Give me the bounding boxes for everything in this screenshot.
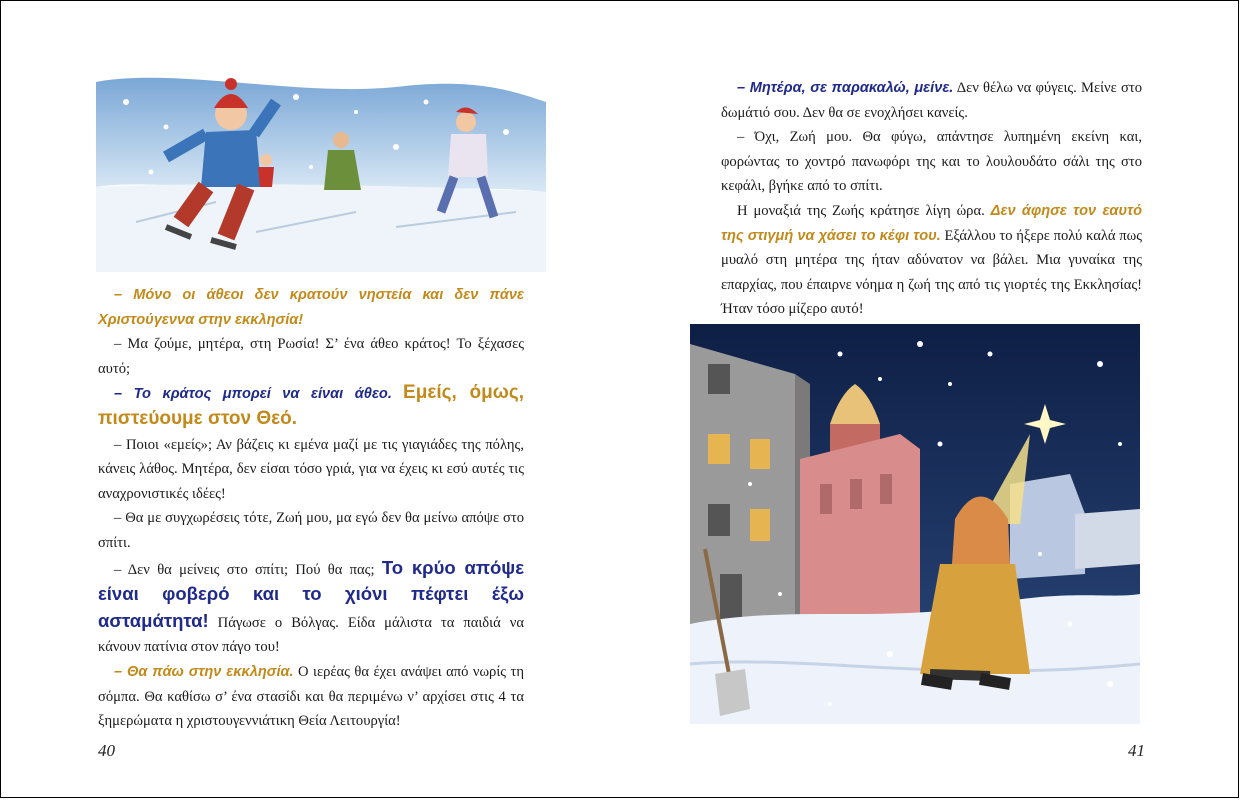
left-page-paragraph bbox=[98, 332, 524, 381]
right-page bbox=[620, 0, 1241, 800]
skating-illustration bbox=[96, 72, 546, 272]
left-page-paragraph bbox=[98, 433, 524, 507]
text-run: Πάγωσε ο Βόλγας. Είδα μάλιστα τα παιδιά να κάνουν πατίνια στον πάγο του! bbox=[98, 614, 524, 656]
text-run bbox=[392, 386, 403, 402]
left-page-paragraph bbox=[98, 283, 524, 332]
left-page-paragraph bbox=[98, 506, 524, 555]
emphasis-text: Δεν άφησε τον εαυτό της στιγμή να χάσει το κέφι του. bbox=[721, 202, 1142, 244]
text-run: Ο ιερέας θα έχει ανάψει από νωρίς τη σόμπα. Θα καθίσω σ’ ένα στασίδι και θα περιμένω ν’ αρχίσει στις 4 τα ξημερώματα η χριστουγεννιάτικη Θεία Λειτουργία! bbox=[98, 663, 524, 730]
right-page-paragraph bbox=[721, 125, 1142, 199]
emphasis-text: – Θα πάω στην εκκλησία. bbox=[114, 663, 294, 680]
text-run: Δεν θέλω να φύγεις. Μείνε στο δωμάτιό σου. Δεν θα σε ενοχλήσει κανείς. bbox=[721, 80, 1142, 121]
emphasis-text: Το κρύο απόψε είναι φοβερό και το χιόνι πέφτει έξω ασταμάτητα! bbox=[98, 556, 525, 631]
emphasis-text: – Μόνο οι άθεοι δεν κρατούν νηστεία και δεν πάνε Χριστούγεννα στην εκκλησία! bbox=[98, 287, 524, 328]
left-page-paragraph bbox=[98, 556, 524, 660]
left-page-paragraph bbox=[98, 381, 524, 432]
right-page-text bbox=[721, 76, 1142, 322]
text-run: – Μα ζούμε, μητέρα, στη Ρωσία! Σ’ ένα άθεο κράτος! Το ξέχασες αυτό; bbox=[98, 336, 524, 377]
text-run: – Ποιοι «εμείς»; Αν βάζεις κι εμένα μαζί με τις γιαγιάδες της πόλης, κάνεις λάθος. Μητέρα, δεν είσαι τόσο γριά, για να έχεις κι εσύ αυτές τις αναχρονιστικές ιδέες! bbox=[98, 436, 524, 502]
right-page-paragraph bbox=[721, 199, 1142, 322]
text-run: – Δεν θα μείνεις στο σπίτι; Πού θα πας; bbox=[114, 561, 382, 578]
left-page bbox=[0, 0, 620, 800]
left-page-text bbox=[98, 283, 524, 734]
emphasis-text: – Μητέρα, σε παρακαλώ, μείνε. bbox=[737, 80, 954, 96]
page-number-right: 41 bbox=[1128, 741, 1145, 760]
text-run: Η μοναξιά της Ζωής κράτησε λίγη ώρα. bbox=[737, 202, 991, 219]
night-town-illustration bbox=[690, 324, 1140, 724]
text-run: – Θα με συγχωρέσεις τότε, Ζωή μου, μα εγώ δεν θα μείνω απόψε στο σπίτι. bbox=[98, 510, 524, 551]
emphasis-text: Εμείς, όμως, πιστεύουμε στον Θεό. bbox=[98, 382, 524, 429]
right-page-paragraph bbox=[721, 76, 1142, 125]
text-run: – Όχι, Ζωή μου. Θα φύγω, απάντησε λυπημένη εκείνη και, φορώντας το χοντρό πανωφόρι της και το λουλουδάτο σάλι της στο κεφάλι, βγήκε από το σπίτι. bbox=[721, 129, 1142, 195]
left-page-paragraph bbox=[98, 660, 524, 734]
emphasis-text: – Το κράτος μπορεί να είναι άθεο. bbox=[114, 386, 392, 403]
page-number-left: 40 bbox=[98, 741, 115, 760]
text-run: Εξάλλου το ήξερε πολύ καλά πως μυαλό στη μητέρα της ήταν αδύνατον να βάλει. Μια γυναίκα της επαρχίας, που έπαιρνε νόημα η ζωή της από τις γιορτές της Εκκλησίας! Ήταν τόσο μίζερο αυτό! bbox=[721, 227, 1142, 318]
